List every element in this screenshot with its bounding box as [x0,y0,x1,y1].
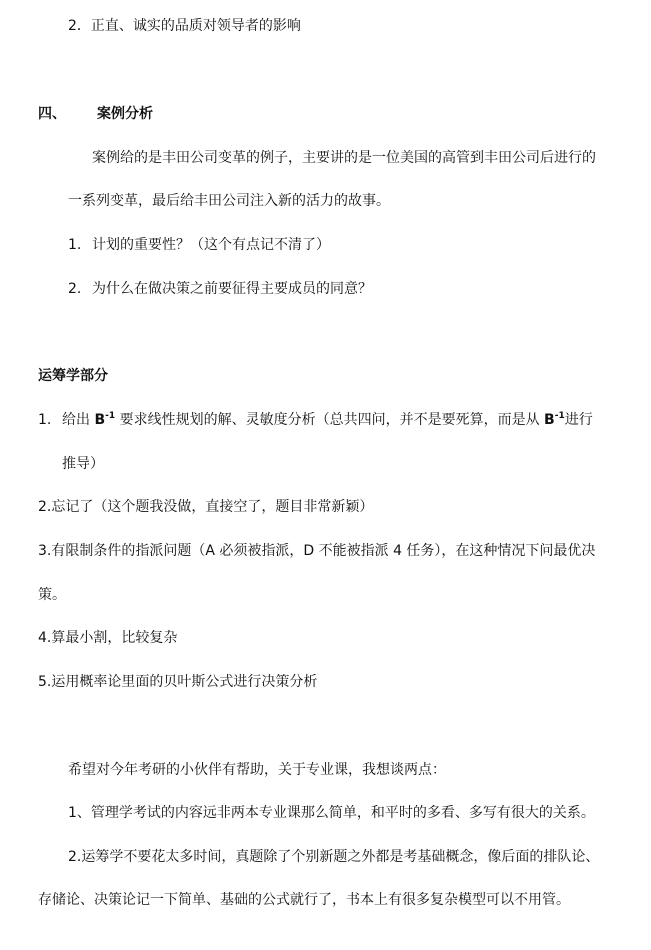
or-item-1-line-2: 推导） [62,456,104,472]
matrix-b-symbol-2: B [544,412,555,428]
matrix-inverse-superscript-2: -1 [554,411,565,421]
or-item-1-number: 1. [38,412,52,428]
section-4-title: 案例分析 [97,106,153,122]
or-item-3-line-2: 策。 [38,587,66,603]
or-item-4: 4.算最小割，比较复杂 [38,630,178,646]
case-question-2-number: 2. [68,281,82,297]
matrix-b-symbol: B [94,412,106,428]
case-question-2: 为什么在做决策之前要征得主要成员的同意？ [92,281,372,297]
advice-intro: 希望对今年考研的小伙伴有帮助，关于专业课，我想谈两点： [68,762,446,778]
matrix-inverse-superscript: -1 [105,411,116,421]
or-item-1-text-b: 要求线性规划的解、灵敏度分析（总共四问，并不是要死算，而是从 [119,412,540,428]
advice-point-2-line-2: 存储论、决策论记一下简单、基础的公式就行了，书本上有很多复杂模型可以不用管。 [38,892,570,908]
case-question-1-number: 1. [68,237,82,253]
advice-point-2-line-1: 2.运筹学不要花太多时间，真题除了个别新题之外都是考基础概念，像后面的排队论、 [68,849,600,865]
or-item-1-text-c: 进行 [564,412,593,428]
or-item-2: 2.忘记了（这个题我没做，直接空了，题目非常新颖） [38,499,374,515]
or-item-5: 5.运用概率论里面的贝叶斯公式进行决策分析 [38,674,318,690]
or-item-1-line-1 [62,410,593,430]
case-paragraph-line-2: 一系列变革，最后给丰田公司注入新的活力的故事。 [68,193,390,209]
or-item-1-text-a: 给出 [62,412,90,428]
or-item-3-line-1: 3.有限制条件的指派问题（A 必须被指派，D 不能被指派 4 任务），在这种情况下问最优决 [38,543,596,559]
case-question-1: 计划的重要性？（这个有点记不清了） [92,237,330,253]
item-2-integrity: 2．正直、诚实的品质对领导者的影响 [68,18,301,34]
section-4-number: 四、 [38,106,66,122]
advice-point-1: 1、管理学考试的内容远非两本专业课那么简单，和平时的多看、多写有很大的关系。 [68,805,595,821]
or-section-title: 运筹学部分 [38,368,108,384]
case-paragraph-line-1: 案例给的是丰田公司变革的例子，主要讲的是一位美国的高管到丰田公司后进行的 [92,150,596,166]
